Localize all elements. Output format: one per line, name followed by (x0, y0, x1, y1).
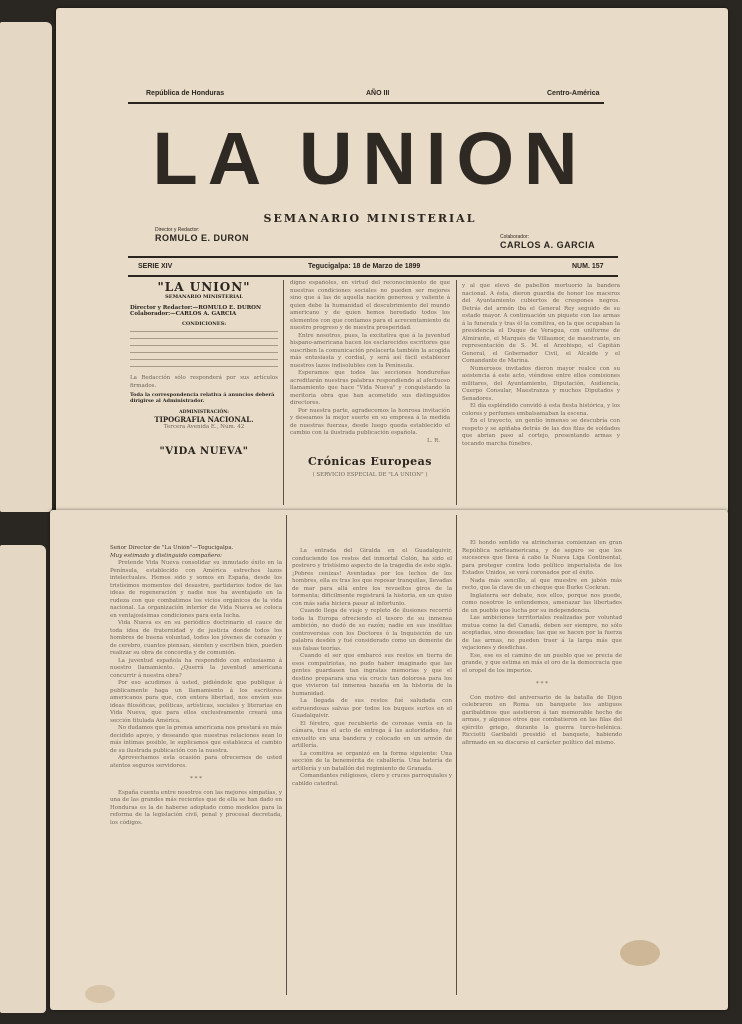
paragraph: En el trayecto, un gentío inmenso se descubría con respeto y se apiñaba detrás de las dos filas de soldados que abrían paso al cortejo, presentando armas y tocando marcha fúnebre. (462, 418, 620, 447)
box-director: Director y Redactor:—ROMULO E. DURON (130, 305, 261, 311)
paragraph: Nada más sencillo, al que muestre en jabón más recto, que la clave de un cheque que Burke Cockran. (462, 577, 622, 591)
subscription-box (130, 280, 278, 505)
paragraph: El féretro, que recubierto de coronas venía en la cámara, tras el acto de entrega á las autoridades, fué envuelto en una bandera y colocado en un armón de artillería. (292, 720, 452, 749)
paragraph: La comitiva se organizó en la forma siguiente: Una sección de la benemérita de caballería. Una batería de artillería y un batallón del regimiento de Granada. (292, 750, 452, 772)
column-3-top (462, 283, 620, 508)
salutation: Señor Director de "La Unión"—Tegucigalpa. (110, 545, 234, 551)
cronicas-heading: Crónicas Europeas (308, 455, 432, 468)
column-rule (456, 280, 457, 505)
paragraph: Las ambiciones territoriales realizadas por voluntad mutua como la del Canadá, deben ser siempre, no sólo aceptadas, sino deseadas; las que se hacen por la fuerza de las armas, no pueden traer á la larga más que vejaciones y desdichas. (462, 615, 622, 651)
paragraph: Entre nosotros, pues, la excitativa que á la juventud hispano-americana hacen los esclarecidos escritores que suscriben la comunicación prelacerta también la acogida más entusiasta y cordial, y será así fácil establecer nuestros lazos indisolubles con la Península. (290, 332, 450, 369)
cronicas-service: ( SERVICIO ESPECIAL DE "LA UNION" ) (312, 472, 428, 478)
header-country: República de Honduras (146, 90, 225, 97)
column-3-bottom (462, 540, 622, 995)
paragraph: La entrada del Giralda en el Guadalquivir, conduciendo los restos del inmortal Colón, ha sido el postrero y tristísimo aspecto de la tragedia de este siglo. ¡Pobres cenizas! Aventadas por los lechos de los hombres, ella es tras los que reposar tranquilas, llevadas de mar para allá entre los revueltos giros de la tormenta; dificilmente registrará la historia, en un quiso con más saña hiciera pasar al infortunio. (292, 548, 452, 607)
paragraph: y al que elevó de pabellón mortuorio la bandera nacional. A ésta, dieron guardia de honor los maceros del Ayuntamiento cubiertos de crespones negros. Detrás del armón iba el General Rey seguido de su estado mayor. A continuación un piquete con las armas á la funerala y tras él la comitiva, en la que ocupaban la presidencia el Duque de Veragua, con uniforme de Almirante, el Marqués de Villaamor, de maestrante, en representación de S. M. el Arzobispo, el Capitán General, el Gobernador Civil, el Alcalde y el Comandante de Marina. (462, 283, 620, 364)
collaborator-credit (500, 234, 595, 250)
box-admin: ADMINISTRACIÓN: (179, 410, 229, 415)
asterism: * * * (190, 776, 202, 782)
box-title: "LA UNION" (157, 280, 251, 294)
paragraph: Pretende Vida Nueva consolidar su inmutado éxito en la Península, establecido con América estrechos lazos intelectuales. Hemos sido y somos en España, desde los tristísimos momentos del desastre, partidarios todos de las ideas de regeneración y nadie nos ha aventajado en la rudeza con que combatimos los vicios orgánicos de la vida nacional. La organización interior de Vida Nueva se coloca en ventajosísimas condiciones para esta lucha. (110, 560, 282, 619)
paragraph: Por eso acudimos á usted, pidiéndole que publique á publicamente haga un llamamiento á los escritores americanos para que, con entera libertad, nos envíen sus ideas filosóficas, políticas, artísticas, sociales y literarias en Vida Nueva, que para ellos exclusivamente creará una sección titulada América. (110, 680, 282, 724)
box-note-redaccion: La Redacción sólo responderá por sus artículos firmados. (130, 375, 278, 389)
column-2-top (290, 280, 450, 508)
column-rule (286, 515, 287, 995)
collaborator-label: Colaborador: (500, 234, 529, 240)
director-name: ROMULO E. DURON (155, 233, 249, 243)
issue-number: NUM. 157 (572, 263, 604, 270)
column-rule (283, 280, 284, 505)
paragraph: No dudamos que la prensa americana nos prestará su más decidido apoyo, y deseando que nuestras relaciones sean lo más íntimas posible, le suplicamos que establezca el cambio de su ilustrada publicación con la nuestra. (110, 725, 282, 754)
paragraph: Por nuestra parte, agradecemos la honrosa invitación y deseamos la mejor suerte en su empresa á la medida de nuestras fuerzas, desde luego queda establecido el cambio con la ilustrada publicación española. (290, 407, 450, 436)
issue-rule-top (128, 256, 618, 258)
signature: L. R. (426, 437, 440, 444)
vida-nueva-heading: "VIDA NUEVA" (159, 445, 249, 457)
header-rule (128, 102, 604, 104)
paragraph: digno españoles, en virtud del reconocimiento de que nuestras condiciones sociales no pueden ser mejores sino que á las de aquella nación generosa y valiente á quien debe la humanidad el descubrimiento del mundo americano y de quien hemos heredado todos los elementos con que contamos para el acrecentamiento de nuestro progreso y de nuestra prosperidad. (290, 280, 450, 331)
issue-rule-bottom (128, 275, 618, 277)
box-subtitle: SEMANARIO MINISTERIAL (165, 294, 243, 300)
paragraph: Cuando llega de viaje y repleto de ilusiones recorrió toda la Europa ofreciendo el tesoro de su inmensa ambición, no dudó de su razón; nadie en sus insólitas controversias con los Doctores ó la Inquisición de un palabra desdén y fué considerado como un demente de sus falsas teorías. (292, 608, 452, 652)
paragraph: El hondo sentido va atrincheras comienzan en gran República norteamericana, y de seguro se que los sucesores que lleva á cabo la Nueva Liga Continental, para proteger contra todo político imperialista de los Estados Unidos, se verá coronados por el éxito. (462, 540, 622, 576)
box-press: TIPOGRAFIA NACIONAL. (154, 415, 254, 424)
greeting: Muy estimado y distinguido compañero: (110, 552, 223, 559)
box-address: Tercera Avenida E., Núm. 42 (163, 424, 245, 430)
paper-scrap-bottom (0, 545, 46, 1013)
paper-scrap-top (0, 22, 52, 512)
director-credit (155, 227, 249, 243)
header-region: Centro-América (547, 90, 600, 97)
issue-place-date: Tegucigalpa: 18 de Marzo de 1899 (308, 263, 421, 270)
box-collaborator: Colaborador:—CARLOS A. GARCIA (130, 311, 237, 317)
paragraph: El día espléndido convidó á esta fiesta histórica, y los colores y perfumes embalsamaban la escena. (462, 403, 620, 417)
column-2-bottom (292, 548, 452, 995)
paragraph: Esperamos que todos las secciones hondureñas acreditarán nuestras palabras respondiendo al afectuoso llamamiento que hace "Vida Nueva" y conquistando la meritoria obra que han acometido sus distinguidos directores. (290, 370, 450, 406)
director-label: Director y Redactor: (155, 227, 200, 233)
paragraph: Con motivo del aniversario de la batalla de Dijon celebraron en Roma un banquete los antiguos garibaldinos que asistieron á tan memorable hecho de armas, y algunos otros que combatieron en las filas del ejército griego, durante la guerra turco-helénica. Ricciotti Garibaldi presidió el banquete, habiendo afirmado en su discurso el carácter político del mismo. (462, 694, 622, 746)
box-note-correspondence: Toda la correspondencia relativa á anuncios deberá dirigirse al Administrador. (130, 392, 275, 404)
header-year: AÑO III (366, 90, 390, 97)
asterism: * * * (536, 681, 548, 687)
paragraph: Cuando el ser que embarcó sus restos en tierra de esos compatriotas, no pudo haber imaginado que las gentes guardasen tan ingratas memorias y que el destino preparara una vía crucis tan dolorosa para los que vivieron tal inmensa hazaña en la historia de la humanidad. (292, 653, 452, 697)
box-conditions: CONDICIONES: (181, 321, 227, 327)
paper-stain (620, 940, 660, 966)
column-rule (456, 515, 457, 995)
box-rates (130, 329, 278, 373)
column-1-bottom (110, 545, 282, 995)
paragraph: Numerosos invitados dieron mayor realce con su asistencia á este acto, viéndose entre ellos comisiones militares, del Ayuntamiento, Diputación, Audiencia, Cuerpo Consular, Maestranza y muchos Diputados y Senadores. (462, 365, 620, 402)
paragraph: La juventud española ha respondido con entusiasmo á nuestro llamamiento. ¿Querrá la juventud americana concurrir á nuestra obra? (110, 657, 282, 679)
paragraph: Aprovechamos esta ocasión para ofrecernos de usted atentos seguros servidores. (110, 755, 282, 769)
issue-series: SERIE XIV (138, 263, 173, 270)
paragraph: España cuenta entre nosotros con las mejores simpatías, y una de las grandes más recientes que de ella se han dado en Honduras es la de haberse adoptado como modelos para la reforma de la legislación civil, penal y procesal decretada, los códigos. (110, 789, 282, 826)
paragraph: Vida Nueva es en su periódico doctrinario el cauce de toda idea de fraternidad y de justicia donde todos los hombres de buena voluntad, todos los jóvenes de corazón y de cerebro, cuantos piensan, sienten y escriben bien, pueden realizar su obra de concordia y de comunión. (110, 620, 282, 656)
paragraph: La llegada de sus restos fué saludada con estruendosas salvas por todos los buques surtos en el Guadalquivir. (292, 698, 452, 719)
masthead-subtitle: SEMANARIO MINISTERIAL (263, 212, 477, 225)
masthead-title: LA UNION (152, 117, 588, 200)
paragraph: Ese, ese es el camino de un pueblo que se precia de grande, y que estima en más el oro de la democracia que el oropel de los imperios. (462, 652, 622, 674)
paragraph: Comandantes religiosos, clero y cruces parroquiales y cabildo catedral. (292, 773, 452, 787)
collaborator-name: CARLOS A. GARCIA (500, 240, 596, 250)
paragraph: Inglaterra ser debate, nos ellos, porque nos puede, como nosotros lo entendemos, amenazar las libertades de un pueblo que lucha por su independencia. (462, 592, 622, 614)
